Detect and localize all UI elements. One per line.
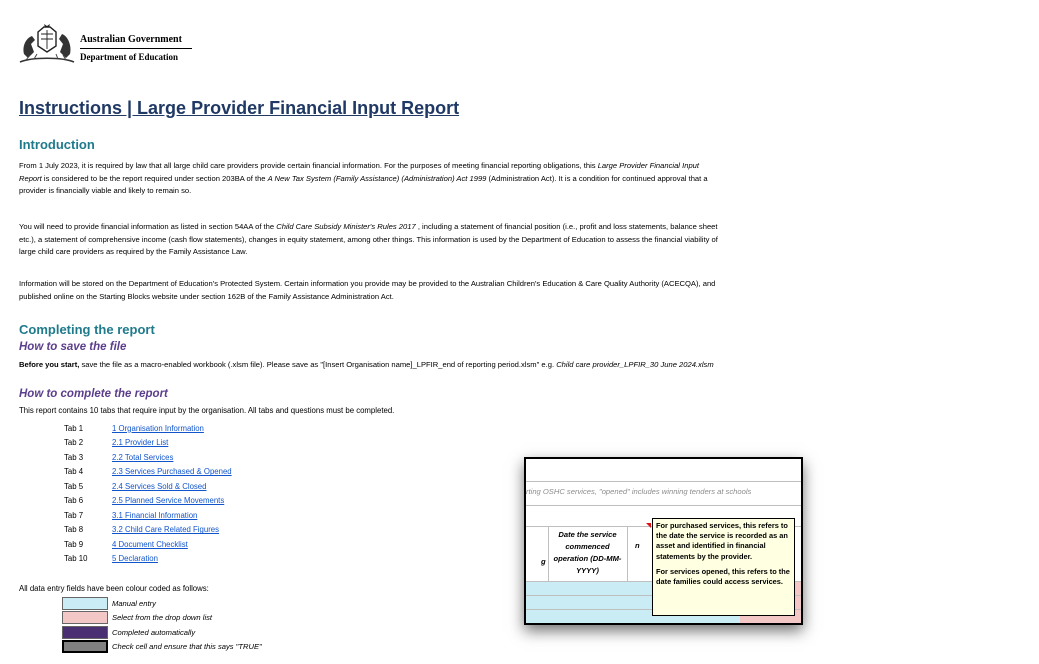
- tab-row: [64, 523, 232, 538]
- legend-label: Check cell and ensure that this says "TRUE": [112, 642, 262, 652]
- tab-link-organisation-information[interactable]: 1 Organisation Information: [112, 423, 204, 433]
- text: save the file as a macro-enabled workbook (.xlsm file). Please save as "[Insert Organisation name]_LPFIR_end of reporting period.xlsm" e.g.: [79, 360, 557, 369]
- legend-label: Select from the drop down list: [112, 613, 213, 623]
- tab-number: Tab 5: [64, 481, 84, 491]
- intro-paragraph-1: [19, 160, 979, 198]
- legend-row-check: [62, 640, 262, 655]
- wordmark-divider: [80, 48, 192, 49]
- intro-p3-line-1: Information will be stored on the Department of Education's Protected System. Certain information you provide may be provided to the Australian Children's Education & Care Quality Authority (ACECQA), and: [19, 279, 716, 288]
- manual-entry-swatch: [62, 597, 108, 610]
- coat-of-arms-icon: [18, 24, 76, 66]
- intro-p1-line-3: provider is financially viable and likely to remain so.: [19, 186, 192, 195]
- cell-comment-tooltip: [652, 518, 795, 616]
- tab-link-total-services[interactable]: 2.2 Total Services: [112, 452, 174, 462]
- text: You will need to provide financial information as listed in section 54AA of the: [19, 222, 277, 231]
- tab-link-planned-service-movements[interactable]: 2.5 Planned Service Movements: [112, 496, 225, 506]
- tab-row: [64, 436, 232, 451]
- tab-link-services-purchased-opened[interactable]: 2.3 Services Purchased & Opened: [112, 467, 232, 477]
- tab-row: [64, 479, 232, 494]
- tab-link-services-sold-closed[interactable]: 2.4 Services Sold & Closed: [112, 481, 207, 491]
- comment-purchased-text: For purchased services, this refers to the date the service is recorded as an asset and identified in financial statements by the provider.: [656, 521, 788, 561]
- intro-p1-line-2: [19, 173, 979, 186]
- cut-off-header-left: g: [541, 557, 546, 566]
- tab-number: Tab 2: [64, 438, 84, 448]
- page-title: Instructions | Large Provider Financial Input Report: [19, 98, 460, 118]
- filename-example: Child care provider_LPFIR_30 June 2024.xlsm: [556, 360, 714, 369]
- gridline: [526, 481, 803, 482]
- government-name: Australian Government: [80, 34, 182, 45]
- tab-row: [64, 537, 232, 552]
- tab-number: Tab 1: [64, 423, 84, 433]
- tab-row: [64, 508, 232, 523]
- legend-row-auto: [62, 625, 262, 640]
- colour-legend: [62, 596, 262, 654]
- department-name: Department of Education: [80, 52, 178, 62]
- tab-row: [64, 465, 232, 480]
- legend-label: Manual entry: [112, 598, 156, 608]
- text: , including a statement of financial position (i.e., profit and loss statements, balance sheet: [415, 222, 718, 231]
- comment-opened-text: For services opened, this refers to the date families could access services.: [656, 566, 790, 587]
- legend-row-manual: [62, 596, 262, 611]
- tab-link-child-care-related-figures[interactable]: 3.2 Child Care Related Figures: [112, 525, 220, 535]
- comment-indicator-icon: [646, 523, 651, 528]
- date-commenced-column-header: Date the service commenced operation (DD-MM-YYYY): [553, 530, 622, 575]
- gridline: [526, 505, 803, 506]
- tab-number: Tab 3: [64, 452, 84, 462]
- save-instructions: [19, 360, 714, 369]
- tab-row: [64, 421, 232, 436]
- tab-number: Tab 10: [64, 554, 88, 564]
- tab-link-financial-information[interactable]: 3.1 Financial Information: [112, 510, 198, 520]
- legend-row-select: [62, 611, 262, 626]
- tab-number: Tab 7: [64, 510, 84, 520]
- intro-p2-line-1: [19, 221, 979, 234]
- intro-p2-line-2: etc.), a statement of comprehensive income (cash flow statements), changes in equity statement, among other things. This information is used by the Department of Education to assess the financial viability of: [19, 234, 718, 244]
- intro-paragraph-2: [19, 221, 979, 259]
- government-wordmark: [80, 34, 192, 63]
- tab-row: [64, 552, 232, 567]
- tab-list: [64, 421, 232, 566]
- completing-heading: Completing the report: [19, 322, 155, 337]
- tab-number: Tab 8: [64, 525, 84, 535]
- intro-p2-line-3: large child care providers as required by the Family Assistance Law.: [19, 247, 248, 256]
- report-word-italic: Report: [19, 173, 42, 183]
- intro-paragraph-3: [19, 278, 979, 303]
- tab-row: [64, 450, 232, 465]
- tab-number: Tab 4: [64, 467, 84, 477]
- dropdown-swatch: [62, 611, 108, 624]
- text: is considered to be the report required under section 203BA of the: [41, 173, 268, 183]
- tab-number: Tab 6: [64, 496, 84, 506]
- cut-off-header-right: n: [635, 541, 640, 550]
- intro-p3-line-2: published online on the Starting Blocks website under section 162B of the Family Assistance Administration Act.: [19, 291, 394, 301]
- inset-caption: rting OSHC services, "opened" includes winning tenders at schools: [526, 487, 752, 496]
- introduction-heading: Introduction: [19, 137, 95, 152]
- complete-report-text: This report contains 10 tabs that require input by the organisation. All tabs and questions must be completed.: [19, 406, 395, 415]
- legend-label: Completed automatically: [112, 627, 196, 637]
- tab-number: Tab 9: [64, 539, 84, 549]
- act-name-italic: A New Tax System (Family Assistance) (Administration) Act 1999: [267, 173, 487, 183]
- save-file-heading: How to save the file: [19, 341, 127, 353]
- text: (Administration Act). It is a condition for continued approval that a: [486, 173, 708, 183]
- example-spreadsheet-screenshot: [524, 457, 803, 625]
- tab-row: [64, 494, 232, 509]
- tab-link-provider-list[interactable]: 2.1 Provider List: [112, 438, 169, 448]
- check-cell-swatch: [62, 640, 108, 653]
- text: From 1 July 2023, it is required by law that all large child care providers provide certain financial information. For the purposes of meeting financial reporting obligations, this: [19, 161, 598, 170]
- tab-link-declaration[interactable]: 5 Declaration: [112, 554, 158, 564]
- before-you-start-bold: Before you start,: [19, 360, 80, 369]
- tab-link-document-checklist[interactable]: 4 Document Checklist: [112, 539, 188, 549]
- government-logo: [18, 24, 193, 66]
- auto-complete-swatch: [62, 626, 108, 639]
- report-name-italic: Large Provider Financial Input: [597, 161, 699, 170]
- legend-intro: All data entry fields have been colour coded as follows:: [19, 584, 209, 593]
- complete-report-heading: How to complete the report: [19, 388, 168, 400]
- intro-p1-line-1: [19, 160, 979, 173]
- rules-name-italic: Child Care Subsidy Minister's Rules 2017: [276, 222, 416, 231]
